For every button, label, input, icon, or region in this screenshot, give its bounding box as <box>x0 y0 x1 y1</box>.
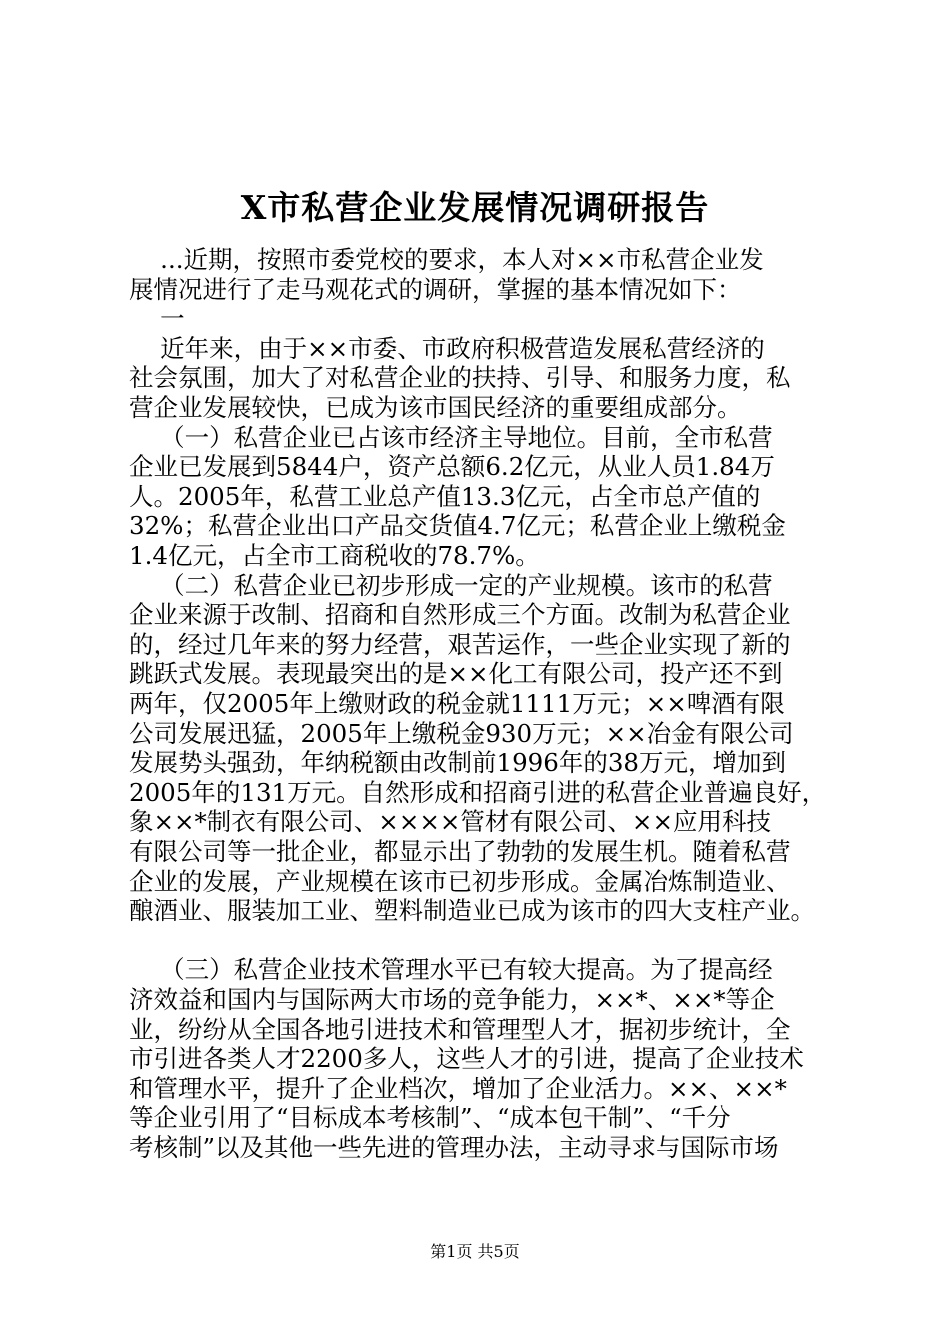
paragraph-line: 2005年的131万元。自然形成和招商引进的私营企业普遍良好， <box>129 777 827 807</box>
paragraph-line: ...近期，按照市委党校的要求，本人对××市私营企业发 <box>129 245 764 274</box>
paragraph-line: 象××*制衣有限公司、××××管材有限公司、××应用科技 <box>129 807 771 837</box>
paragraph-line: 跳跃式发展。表现最突出的是××化工有限公司，投产还不到 <box>129 659 783 689</box>
paragraph-line: 的，经过几年来的努力经营，艰苦运作，一些企业实现了新的 <box>129 629 791 659</box>
paragraph-line: 考核制”以及其他一些先进的管理办法，主动寻求与国际市场 <box>129 1133 779 1162</box>
paragraph-line: 营企业发展较快，已成为该市国民经济的重要组成部分。 <box>129 393 742 422</box>
paragraph-line: 市引进各类人才2200多人，这些人才的引进，提高了企业技术 <box>129 1044 804 1074</box>
paragraph-line: 近年来，由于××市委、市政府积极营造发展私营经济的 <box>129 333 765 363</box>
paragraph-line: 32%；私营企业出口产品交货值4.7亿元；私营企业上缴税金 <box>129 511 786 541</box>
paragraph-line: 业，纷纷从全国各地引进技术和管理型人才，据初步统计，全 <box>129 1014 791 1044</box>
paragraph-line: 发展势头强劲，年纳税额由改制前1996年的38万元，增加到 <box>129 748 787 778</box>
document-title: X市私营企业发展情况调研报告 <box>240 188 710 227</box>
paragraph-line: （一）私营企业已占该市经济主导地位。目前，全市私营 <box>129 422 773 452</box>
paragraph-line: 一 <box>129 304 185 334</box>
paragraph-line: 和管理水平，提升了企业档次，增加了企业活力。××、××* <box>129 1073 787 1103</box>
paragraph-line: 企业已发展到5844户，资产总额6.2亿元，从业人员1.84万 <box>129 452 775 482</box>
paragraph-line: （三）私营企业技术管理水平已有较大提高。为了提高经 <box>129 955 773 985</box>
paragraph-line: 公司发展迅猛，2005年上缴税金930万元；××冶金有限公司 <box>129 718 794 748</box>
paragraph-line: 两年，仅2005年上缴财政的税金就1111万元；××啤酒有限 <box>129 689 785 718</box>
paragraph-line: 企业的发展，产业规模在该市已初步形成。金属冶炼制造业、 <box>129 866 791 896</box>
paragraph-line: 有限公司等一批企业，都显示出了勃勃的发展生机。随着私营 <box>129 837 791 866</box>
paragraph-line: 企业来源于改制、招商和自然形成三个方面。改制为私营企业 <box>129 600 791 630</box>
page-footer: 第1页 共5页 <box>430 1242 520 1261</box>
paragraph-line: 社会氛围，加大了对私营企业的扶持、引导、和服务力度，私 <box>129 363 791 393</box>
paragraph-line: 人。2005年，私营工业总产值13.3亿元，占全市总产值的 <box>129 481 761 511</box>
paragraph-line: （二）私营企业已初步形成一定的产业规模。该市的私营 <box>129 570 773 600</box>
paragraph-line: 1.4亿元，占全市工商税收的78.7%。 <box>129 541 540 570</box>
paragraph-line: 济效益和国内与国际两大市场的竞争能力，××*、××*等企 <box>129 985 775 1014</box>
paragraph-line: 展情况进行了走马观花式的调研，掌握的基本情况如下： <box>129 274 742 304</box>
paragraph-line: 等企业引用了“目标成本考核制”、“成本包干制”、“千分 <box>129 1103 731 1133</box>
paragraph-line: 酿酒业、服装加工业、塑料制造业已成为该市的四大支柱产业。 <box>129 896 815 926</box>
